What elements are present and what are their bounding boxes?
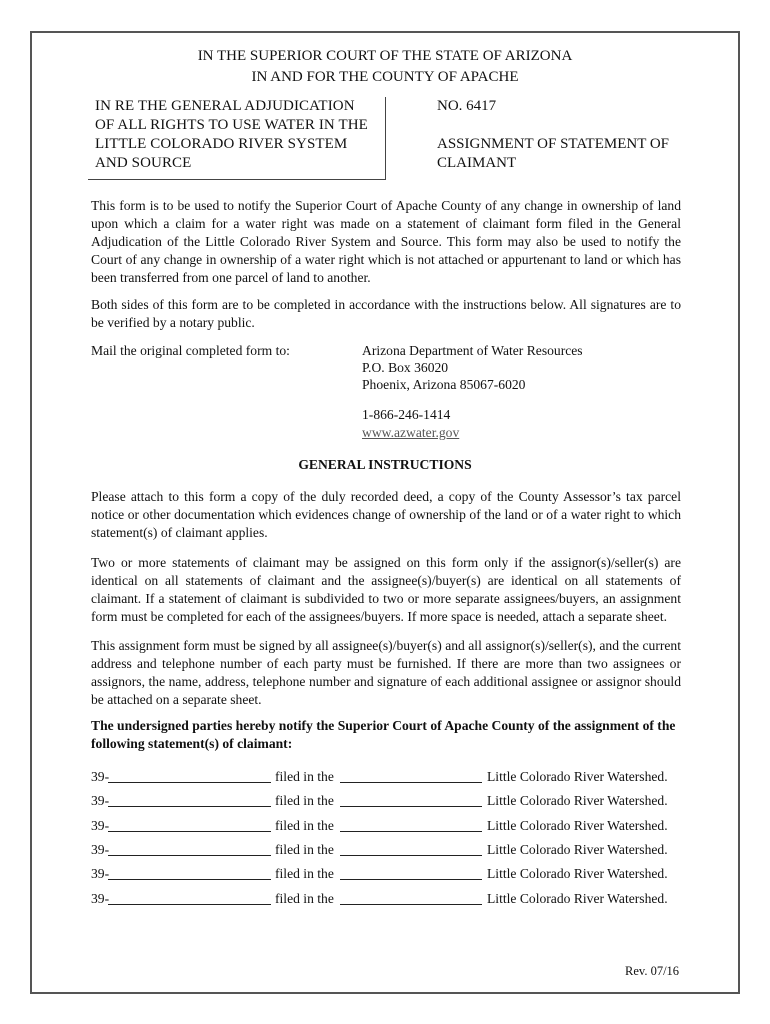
claim-prefix: 39-	[91, 769, 110, 784]
caption-line: LITTLE COLORADO RIVER SYSTEM	[95, 136, 348, 152]
document-title	[437, 135, 697, 173]
claim-number-field[interactable]	[108, 768, 271, 783]
mail-city: Phoenix, Arizona 85067-6020	[362, 377, 526, 392]
claim-number-field[interactable]	[108, 865, 271, 880]
claim-number-field[interactable]	[108, 890, 271, 905]
intro-paragraph-2: Both sides of this form are to be completed in accordance with the instructions below. All signatures are to be verified by a notary public.	[91, 297, 681, 330]
claim-filed-in: filed in the	[275, 818, 334, 833]
claim-prefix: 39-	[91, 891, 110, 906]
instructions-paragraph-1: Please attach to this form a copy of the duly recorded deed, a copy of the County Assessor’s tax parcel notice or other documentation which evidences change of ownership of the land or of a water right to which statement(s) of claimant applies.	[91, 489, 681, 540]
claim-row	[91, 817, 691, 835]
document-title-line: ASSIGNMENT OF STATEMENT OF	[437, 136, 670, 152]
instructions-paragraph-2: Two or more statements of claimant may be assigned on this form only if the assignor(s)/seller(s) are identical on all statements of claimant and the assignee(s)/buyer(s) are identical on all statements of claimant. If a statement of claimant is subdivided to two or more separate assignees/buyers, an assignment form must be completed for each of the assignees/buyers. If more space is needed, attach a separate sheet.	[91, 555, 681, 624]
mail-phone: 1-866-246-1414	[362, 407, 451, 422]
claim-filed-in: filed in the	[275, 842, 334, 857]
instructions-heading: GENERAL INSTRUCTIONS	[298, 457, 472, 472]
watershed-field[interactable]	[340, 768, 482, 783]
assignment-notice: The undersigned parties hereby notify the Superior Court of Apache County of the assignment of the following statement(s) of claimant:	[91, 718, 676, 751]
court-name-line2: IN AND FOR THE COUNTY OF APACHE	[251, 69, 519, 85]
watershed-field[interactable]	[340, 792, 482, 807]
watershed-field[interactable]	[340, 841, 482, 856]
claim-filed-in: filed in the	[275, 769, 334, 784]
claim-row	[91, 890, 691, 908]
claim-suffix: Little Colorado River Watershed.	[487, 818, 668, 833]
caption-line: OF ALL RIGHTS TO USE WATER IN THE	[95, 117, 368, 133]
claim-suffix: Little Colorado River Watershed.	[487, 866, 668, 881]
instructions-paragraph-3: This assignment form must be signed by all assignee(s)/buyer(s) and all assignor(s)/seller(s), and the current address and telephone number of each party must be furnished. If there are more than two assignees or assignors, the name, address, telephone number and signature of each additional assignee or assignor should be attached on a separate sheet.	[91, 638, 681, 707]
caption-line: IN RE THE GENERAL ADJUDICATION	[95, 98, 355, 114]
watershed-field[interactable]	[340, 865, 482, 880]
claim-row	[91, 865, 691, 883]
caption-line: AND SOURCE	[95, 155, 192, 171]
document-title-line: CLAIMANT	[437, 155, 517, 171]
claim-row	[91, 841, 691, 859]
claim-filed-in: filed in the	[275, 891, 334, 906]
claim-row	[91, 768, 691, 786]
claim-suffix: Little Colorado River Watershed.	[487, 793, 668, 808]
claim-number-field[interactable]	[108, 841, 271, 856]
revision-label: Rev. 07/16	[625, 964, 680, 978]
claim-number-field[interactable]	[108, 792, 271, 807]
claim-prefix: 39-	[91, 818, 110, 833]
court-name-line1: IN THE SUPERIOR COURT OF THE STATE OF ARIZONA	[197, 48, 573, 64]
claim-number-field[interactable]	[108, 817, 271, 832]
claim-row	[91, 792, 691, 810]
claim-suffix: Little Colorado River Watershed.	[487, 769, 668, 784]
claim-suffix: Little Colorado River Watershed.	[487, 891, 668, 906]
case-caption	[95, 97, 395, 173]
watershed-field[interactable]	[340, 817, 482, 832]
mail-agency: Arizona Department of Water Resources	[362, 343, 583, 358]
intro-paragraph-1: This form is to be used to notify the Superior Court of Apache County of any change in ownership of land upon which a claim for a water right was made on a statement of claimant form filed in the General Adjudication of the Little Colorado River System and Source. This form may also be used to notify the Court of any change in ownership of a water right which is not attached or appurtenant to land or which has been transferred from one parcel of land to another.	[91, 198, 681, 285]
claim-prefix: 39-	[91, 866, 110, 881]
claim-filed-in: filed in the	[275, 866, 334, 881]
case-number: NO. 6417	[437, 98, 497, 114]
claim-filed-in: filed in the	[275, 793, 334, 808]
website-link[interactable]: www.azwater.gov	[362, 425, 460, 440]
watershed-field[interactable]	[340, 890, 482, 905]
claim-prefix: 39-	[91, 842, 110, 857]
mail-instructions-label: Mail the original completed form to:	[91, 343, 290, 358]
claim-suffix: Little Colorado River Watershed.	[487, 842, 668, 857]
mail-po-box: P.O. Box 36020	[362, 360, 449, 375]
claim-prefix: 39-	[91, 793, 110, 808]
